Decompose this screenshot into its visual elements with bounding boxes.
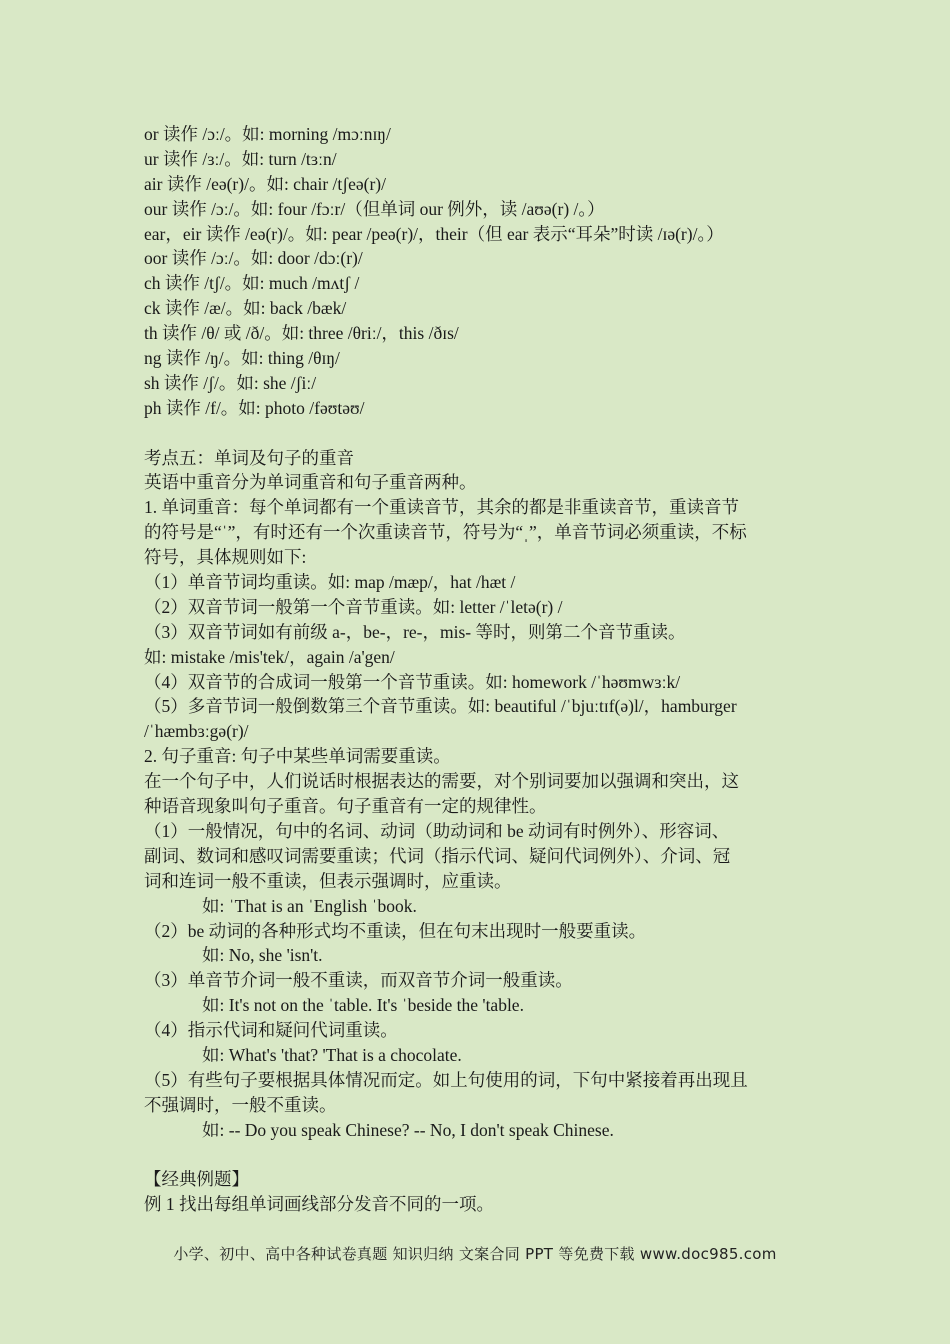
phonics-line: ur 读作 /ɜː/。如: turn /tɜːn/ (144, 148, 337, 169)
phonics-line: ng 读作 /ŋ/。如: thing /θɪŋ/ (144, 348, 340, 369)
phonics-line: th 读作 /θ/ 或 /ð/。如: three /θriː/，this /ðɪs/ (144, 323, 459, 344)
sentence-rule: （1）一般情况，句中的名词、动词（助动词和 be 动词有时例外）、形容词、 (144, 820, 730, 841)
sentence-rule: （5）有些句子要根据具体情况而定。如上句使用的词，下句中紧接着再出现且 (144, 1069, 748, 1090)
sentence-rule: （3）单音节介词一般不重读，而双音节介词一般重读。 (144, 970, 573, 991)
sentence-rule: （4）指示代词和疑问代词重读。 (144, 1020, 398, 1041)
word-stress-paragraph: 1. 单词重音：每个单词都有一个重读音节，其余的都是非重读音节，重读音节 (144, 497, 739, 518)
sentence-stress-paragraph: 在一个句子中，人们说话时根据表达的需要，对个别词要加以强调和突出，这 (144, 771, 739, 792)
rule-item: （3）双音节词如有前级 a-，be-，re-，mis- 等时，则第二个音节重读。 (144, 621, 686, 642)
document-body (144, 122, 808, 1217)
rule-item: （4）双音节的合成词一般第一个音节重读。如: homework /ˈhəʊmwɜːk/ (144, 671, 681, 692)
phonics-line: ck 读作 /æ/。如: back /bæk/ (144, 298, 347, 319)
phonics-line: our 读作 /ɔː/。如: four /fɔːr/（但单词 our 例外，读 /aʊə(r) /。） (144, 198, 605, 219)
phonics-line: ph 读作 /f/。如: photo /fəʊtəʊ/ (144, 397, 365, 418)
blank-line (144, 421, 808, 446)
phonics-line: air 读作 /eə(r)/。如: chair /tʃeə(r)/ (144, 173, 386, 194)
rule-example: 如: mistake /mis'tek/，again /a'gen/ (144, 646, 395, 667)
rule-item-continued: /ˈhæmbɜːgə(r)/ (144, 721, 249, 742)
sentence-rule: （2）be 动词的各种形式均不重读，但在句末出现时一般要重读。 (144, 920, 647, 941)
section-heading: 考点五：单词及句子的重音 (144, 447, 354, 468)
section-intro: 英语中重音分为单词重音和句子重音两种。 (144, 472, 477, 493)
word-stress-paragraph: 符号，具体规则如下: (144, 547, 307, 568)
word-stress-paragraph: 的符号是“ˈ”，有时还有一个次重读音节，符号为“ˌ”，单音节词必须重读，不标 (144, 522, 747, 543)
sentence-example: 如: What's 'that? 'That is a chocolate. (202, 1044, 462, 1065)
sentence-example: 如: ˈThat is an ˈEnglish ˈbook. (202, 895, 417, 916)
blank-line (144, 1143, 808, 1168)
rule-item: （1）单音节词均重读。如: map /mæp/，hat /hæt / (144, 572, 516, 593)
rule-item: （5）多音节词一般倒数第三个音节重读。如: beautiful /ˈbjuːtɪf(ə)l/，hamburger (144, 696, 737, 717)
sentence-stress-paragraph: 种语音现象叫句子重音。句子重音有一定的规律性。 (144, 796, 547, 817)
example-question: 例 1 找出每组单词画线部分发音不同的一项。 (144, 1194, 494, 1215)
page-footer: 小学、初中、高中各种试卷真题 知识归纳 文案合同 PPT 等免费下载 www.doc985.com (173, 1245, 777, 1263)
sentence-stress-title: 2. 句子重音: 句子中某些单词需要重读。 (144, 746, 451, 767)
phonics-line: sh 读作 /ʃ/。如: she /ʃiː/ (144, 372, 317, 393)
phonics-line: oor 读作 /ɔː/。如: door /dɔː(r)/ (144, 248, 363, 269)
examples-heading: 【经典例题】 (144, 1169, 249, 1190)
sentence-rule: 词和连词一般不重读，但表示强调时，应重读。 (144, 870, 512, 891)
phonics-line: or 读作 /ɔː/。如: morning /mɔːnɪŋ/ (144, 124, 391, 144)
sentence-example: 如: -- Do you speak Chinese? -- No, I don't speak Chinese. (202, 1119, 614, 1140)
sentence-example: 如: It's not on the ˈtable. It's ˈbeside the 'table. (202, 995, 524, 1016)
phonics-line: ear，eir 读作 /eə(r)/。如: pear /peə(r)/，their（但 ear 表示“耳朵”时读 /ɪə(r)/。） (144, 223, 724, 244)
rule-item: （2）双音节词一般第一个音节重读。如: letter /ˈletə(r) / (144, 596, 563, 617)
phonics-line: ch 读作 /tʃ/。如: much /mʌtʃ / (144, 273, 360, 294)
sentence-rule: 不强调时，一般不重读。 (144, 1094, 337, 1115)
sentence-example: 如: No, she 'isn't. (202, 945, 323, 966)
sentence-rule: 副词、数词和感叹词需要重读；代词（指示代词、疑问代词例外）、介词、冠 (144, 845, 731, 866)
